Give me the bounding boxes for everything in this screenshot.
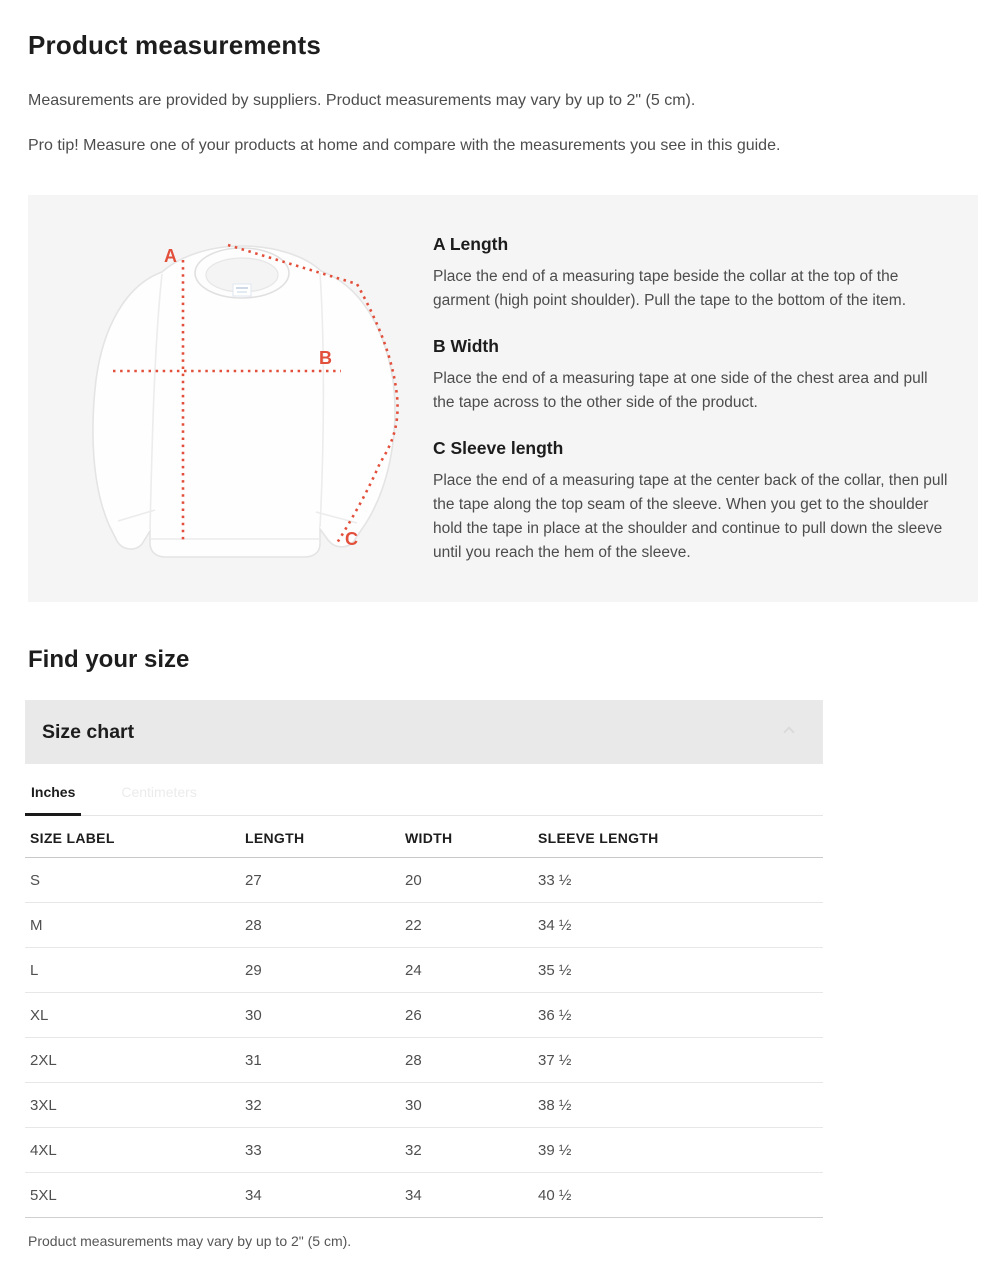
- table-cell: 33 ½: [533, 858, 823, 903]
- unit-tabs: [25, 764, 823, 816]
- table-cell: 37 ½: [533, 1038, 823, 1083]
- table-cell: 39 ½: [533, 1128, 823, 1173]
- table-row: [25, 1083, 823, 1128]
- table-footnote: Product measurements may vary by up to 2" (5 cm).: [28, 1233, 352, 1250]
- measure-a-description: Place the end of a measuring tape beside the collar at the top of the garment (high point shoulder). Pull the tape to the bottom of the item.: [433, 268, 907, 310]
- column-header-sleeve-length: SLEEVE LENGTH: [533, 816, 823, 858]
- table-cell: 34: [400, 1173, 533, 1218]
- page-title: Product measurements: [28, 30, 321, 60]
- table-cell: 34 ½: [533, 903, 823, 948]
- table-row: [25, 1128, 823, 1173]
- size-table-body: [25, 858, 823, 1218]
- size-chart-section-header[interactable]: [25, 700, 823, 764]
- table-cell: 2XL: [25, 1038, 240, 1083]
- table-cell: 30: [400, 1083, 533, 1128]
- chevron-up-icon[interactable]: [783, 727, 794, 738]
- intro-paragraph: Pro tip! Measure one of your products at home and compare with the measurements you see in this guide.: [28, 137, 781, 155]
- column-header-width: WIDTH: [400, 816, 533, 858]
- measurement-guide-panel: [28, 195, 978, 602]
- table-cell: 3XL: [25, 1083, 240, 1128]
- column-header-length: LENGTH: [240, 816, 400, 858]
- find-your-size-heading: Find your size: [28, 646, 190, 674]
- measure-c-description: Place the end of a measuring tape at the center back of the collar, then pull the tape along the top seam of the sleeve. When you get to the shoulder hold the tape in place at the shoulder and continue to pull down the sleeve until you reach the hem of the sleeve.: [433, 471, 948, 561]
- size-chart-title: Size chart: [42, 720, 135, 743]
- measure-c-title: C Sleeve length: [433, 437, 564, 458]
- table-cell: 32: [400, 1128, 533, 1173]
- table-cell: L: [25, 948, 240, 993]
- table-cell: 20: [400, 858, 533, 903]
- measure-a-title: A Length: [433, 234, 509, 255]
- table-cell: 28: [240, 903, 400, 948]
- table-cell: 27: [240, 858, 400, 903]
- table-cell: 40 ½: [533, 1173, 823, 1218]
- tab-inches[interactable]: Inches: [25, 778, 81, 816]
- table-cell: S: [25, 858, 240, 903]
- intro-text: [28, 89, 978, 157]
- intro-paragraph: Measurements are provided by suppliers. Product measurements may vary by up to 2" (5 cm).: [28, 92, 696, 109]
- measure-b-description: Place the end of a measuring tape at one side of the chest area and pull the tape across to the other side of the product.: [433, 369, 928, 411]
- table-row: [25, 903, 823, 948]
- table-row: [25, 858, 823, 903]
- tab-centimeters[interactable]: Centimeters: [121, 784, 197, 801]
- table-cell: 38 ½: [533, 1083, 823, 1128]
- table-cell: 28: [400, 1038, 533, 1083]
- table-row: [25, 948, 823, 993]
- table-cell: XL: [25, 993, 240, 1038]
- collar-tag: [233, 284, 251, 296]
- table-cell: 5XL: [25, 1173, 240, 1218]
- size-chart-table: [25, 816, 823, 1218]
- sweatshirt-measurement-diagram: [58, 228, 438, 573]
- table-cell: 32: [240, 1083, 400, 1128]
- measure-b-title: B Width: [433, 336, 499, 357]
- table-cell: 34: [240, 1173, 400, 1218]
- table-cell: 36 ½: [533, 993, 823, 1038]
- table-row: [25, 1038, 823, 1083]
- table-cell: 33: [240, 1128, 400, 1173]
- measure-marker-c: C: [345, 529, 358, 550]
- table-cell: 26: [400, 993, 533, 1038]
- table-cell: 22: [400, 903, 533, 948]
- table-cell: 31: [240, 1038, 400, 1083]
- measure-marker-a: A: [164, 246, 177, 267]
- table-cell: 30: [240, 993, 400, 1038]
- table-cell: 24: [400, 948, 533, 993]
- table-cell: 35 ½: [533, 948, 823, 993]
- table-row: [25, 993, 823, 1038]
- table-cell: M: [25, 903, 240, 948]
- measurement-instructions: [433, 233, 951, 564]
- table-cell: 29: [240, 948, 400, 993]
- column-header-size-label: SIZE LABEL: [25, 816, 240, 858]
- table-header-row: [25, 816, 823, 858]
- table-row: [25, 1173, 823, 1218]
- measure-marker-b: B: [319, 348, 332, 369]
- table-cell: 4XL: [25, 1128, 240, 1173]
